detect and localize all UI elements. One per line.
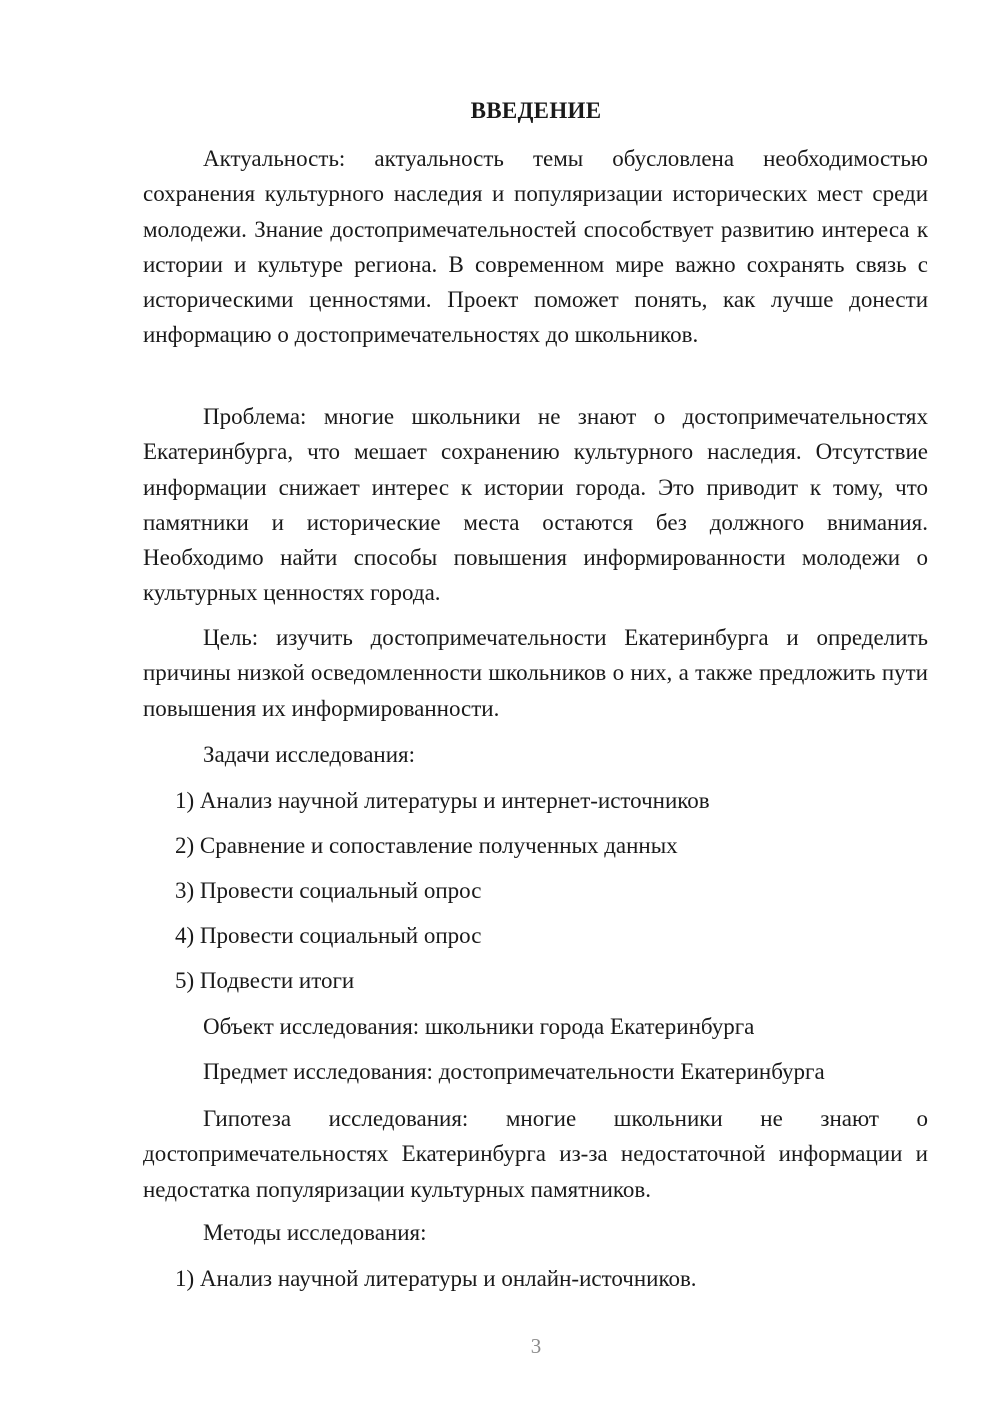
hypothesis-paragraph: Гипотеза исследования: многие школьники не знают о достопримечательностях Екатеринбурга из-за недостаточной информации и недостатка популяризации культурных памятников. <box>143 1106 928 1202</box>
task-item: 4) Провести социальный опрос <box>175 923 482 948</box>
relevance-paragraph: Актуальность: актуальность темы обусловлена необходимостью сохранения культурного наследия и популяризации исторических мест среди молодежи. Знание достопримечательностей способствует развитию интереса к истории и культуре региона. В современном мире важно сохранять связь с историческими ценностями. Проект поможет понять, как лучше донести информацию о достопримечательностях до школьников. <box>143 146 928 348</box>
task-item: 2) Сравнение и сопоставление полученных данных <box>175 833 678 858</box>
research-object: Объект исследования: школьники города Екатеринбурга <box>203 1014 755 1039</box>
task-item: 1) Анализ научной литературы и интернет-источников <box>175 788 710 813</box>
task-item: 5) Подвести итоги <box>175 968 355 993</box>
tasks-heading: Задачи исследования: <box>203 742 416 767</box>
problem-paragraph: Проблема: многие школьники не знают о достопримечательностях Екатеринбурга, что мешает сохранению культурного наследия. Отсутствие информации снижает интерес к истории города. Это приводит к тому, что памятники и исторические места остаются без должного внимания. Необходимо найти способы повышения информированности молодежи о культурных ценностях города. <box>143 404 928 606</box>
research-subject: Предмет исследования: достопримечательности Екатеринбурга <box>203 1059 825 1084</box>
goal-paragraph: Цель: изучить достопримечательности Екатеринбурга и определить причины низкой осведомленности школьников о них, а также предложить пути повышения их информированности. <box>143 625 928 721</box>
task-item: 3) Провести социальный опрос <box>175 878 482 903</box>
page-number: 3 <box>530 1334 542 1358</box>
page-title: ВВЕДЕНИЕ <box>470 98 602 123</box>
methods-heading: Методы исследования: <box>203 1220 427 1245</box>
method-item: 1) Анализ научной литературы и онлайн-источников. <box>175 1266 697 1291</box>
